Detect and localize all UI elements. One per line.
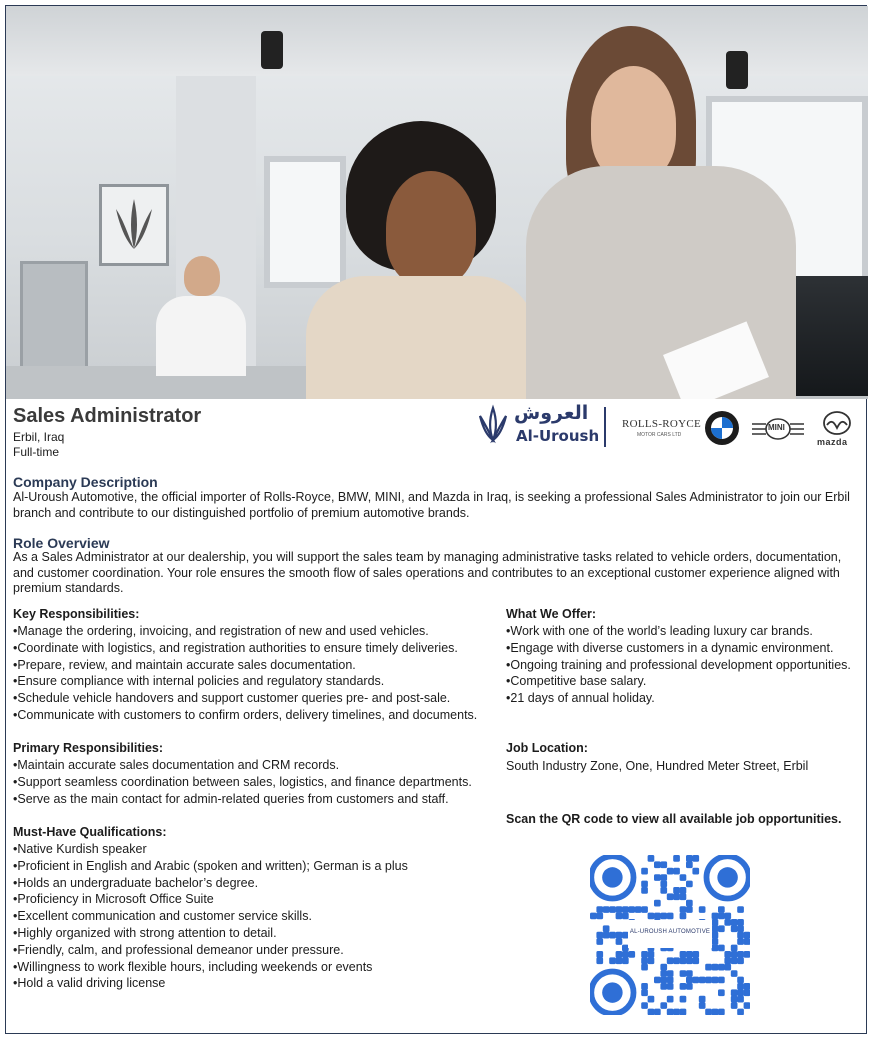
list-item: •Maintain accurate sales documentation and CRM records. — [13, 758, 340, 772]
qr-module — [660, 887, 667, 894]
qr-module — [596, 938, 603, 945]
qr-module — [603, 925, 610, 932]
qr-module — [680, 913, 687, 920]
list-item: •Manage the ordering, invoicing, and registration of new and used vehicles. — [13, 624, 429, 638]
qr-module — [737, 919, 744, 926]
qr-module — [596, 957, 603, 964]
qr-module — [692, 951, 699, 958]
company-description-text: Al-Uroush Automotive, the official importer of Rolls-Royce, BMW, MINI, and Mazda in Iraq, is seeking a professional Sales Administrator to join our Erbil branch and contribute to our distinguished portfolio of premium automotive brands. — [13, 490, 850, 520]
key-responsibilities-list — [13, 623, 477, 724]
qr-module — [692, 855, 699, 862]
qr-finder-dot — [717, 867, 737, 887]
offer-heading: What We Offer: — [506, 607, 597, 621]
qr-module — [667, 996, 674, 1003]
qr-module — [616, 906, 623, 913]
list-item: •Native Kurdish speaker — [13, 842, 147, 856]
qr-module — [712, 919, 719, 926]
list-item: •Serve as the main contact for admin-related queries from customers and staff. — [13, 791, 449, 806]
qr-module — [654, 977, 661, 984]
qr-module — [680, 906, 687, 913]
qr-module — [744, 983, 750, 990]
list-item: •Friendly, calm, and professional demeanor under pressure. — [13, 942, 344, 957]
standing-woman-face — [591, 66, 676, 181]
qr-module — [667, 983, 674, 990]
list-item: •Competitive base salary. — [506, 674, 647, 689]
qr-module — [692, 957, 699, 964]
qr-module — [648, 913, 655, 920]
qr-module — [622, 906, 629, 913]
qr-module — [680, 1009, 687, 1015]
qr-module — [737, 932, 744, 939]
qr-module — [724, 964, 731, 971]
qr-module — [641, 906, 648, 913]
qr-module — [667, 913, 674, 920]
qr-module — [737, 1009, 744, 1015]
qr-module — [712, 964, 719, 971]
qr-module — [718, 1009, 725, 1015]
list-item: •Willingness to work flexible hours, including weekends or events — [13, 959, 373, 974]
qr-module — [731, 996, 738, 1003]
primary-responsibilities-heading: Primary Responsibilities: — [13, 741, 164, 755]
company-arabic-name: العروش — [514, 402, 589, 424]
qr-module — [712, 938, 719, 945]
qr-module — [596, 906, 603, 913]
qr-module — [660, 874, 667, 881]
qr-module — [680, 951, 687, 958]
list-item: •Support seamless coordination between sales, logistics, and finance departments. — [13, 774, 472, 789]
offer-list — [506, 623, 851, 707]
qr-module — [699, 1002, 706, 1009]
logo-divider — [604, 407, 606, 447]
qr-module — [648, 957, 655, 964]
qr-module — [712, 913, 719, 920]
list-item: •Holds an undergraduate bachelor’s degree. — [13, 875, 259, 890]
qr-module — [731, 919, 738, 926]
qr-module — [686, 951, 693, 958]
qr-module — [680, 887, 687, 894]
background-person-head — [184, 256, 220, 296]
qr-module — [718, 906, 725, 913]
seated-woman-blazer — [306, 276, 536, 399]
qr-module — [686, 957, 693, 964]
qr-module — [718, 977, 725, 984]
qr-module — [737, 996, 744, 1003]
qr-module — [667, 893, 674, 900]
list-item: •Coordinate with logistics, and registration authorities to ensure timely deliveries. — [13, 640, 458, 655]
qr-module — [724, 919, 731, 926]
list-item: •21 days of annual holiday. — [506, 691, 655, 706]
qr-module — [660, 913, 667, 920]
qr-module — [622, 957, 629, 964]
key-responsibilities-heading: Key Responsibilities: — [13, 607, 140, 621]
qr-module — [673, 887, 680, 894]
qr-module — [596, 913, 603, 920]
qr-module — [641, 964, 648, 971]
qr-module — [744, 1002, 750, 1009]
qr-module — [673, 893, 680, 900]
qr-module — [737, 983, 744, 990]
qr-module — [737, 989, 744, 996]
qr-module — [718, 925, 725, 932]
qr-module — [616, 957, 623, 964]
qr-module — [737, 925, 744, 932]
qr-module — [660, 983, 667, 990]
qr-module — [648, 996, 655, 1003]
qr-module — [660, 881, 667, 888]
qr-module — [712, 977, 719, 984]
qr-module — [731, 989, 738, 996]
qr-module — [673, 1009, 680, 1015]
ceiling-lamp — [726, 51, 748, 89]
qr-module — [641, 989, 648, 996]
qr-module — [731, 970, 738, 977]
qr-module — [641, 868, 648, 875]
qr-module — [686, 881, 693, 888]
qr-module — [628, 906, 635, 913]
job-location-heading: Job Location: — [506, 741, 588, 755]
qr-module — [724, 913, 731, 920]
list-item: •Schedule vehicle handovers and support customer queries pre- and post-sale. — [13, 691, 451, 706]
hero-photo — [6, 6, 868, 399]
qr-module — [654, 1009, 661, 1015]
qr-module — [641, 983, 648, 990]
mazda-logo-text: mazda — [817, 437, 848, 447]
qr-module — [718, 945, 725, 952]
mini-logo-text: MINI — [768, 423, 785, 432]
qr-module — [609, 906, 616, 913]
qr-module — [686, 983, 693, 990]
qr-module — [667, 977, 674, 984]
qr-module — [692, 977, 699, 984]
rolls-royce-sub: MOTOR CARS LTD — [637, 432, 682, 438]
qr-module — [673, 868, 680, 875]
qr-module — [635, 906, 642, 913]
qr-module — [724, 957, 731, 964]
qr-module — [660, 977, 667, 984]
qr-module — [731, 945, 738, 952]
qr-module — [660, 970, 667, 977]
qr-module — [686, 970, 693, 977]
qr-module — [603, 906, 610, 913]
qr-finder-dot — [602, 982, 622, 1002]
job-type: Full-time — [13, 445, 60, 459]
qr-module — [616, 951, 623, 958]
qr-module — [616, 932, 623, 939]
qr-module — [641, 887, 648, 894]
qr-module — [648, 855, 655, 862]
qr-module — [686, 977, 693, 984]
qr-module — [731, 951, 738, 958]
qr-module — [718, 913, 725, 920]
qr-module — [616, 913, 623, 920]
qr-module — [609, 932, 616, 939]
qr-module — [641, 1002, 648, 1009]
qr-module — [705, 977, 712, 984]
qr-module — [673, 855, 680, 862]
primary-responsibilities-list — [13, 757, 472, 807]
company-latin-name: Al-Uroush — [516, 427, 600, 445]
qr-module — [680, 874, 687, 881]
job-location: Erbil, Iraq — [13, 430, 65, 444]
bookshelf — [20, 261, 88, 377]
qr-module — [731, 925, 738, 932]
qr-center-label: AL-UROUSH AUTOMOTIVE — [629, 929, 711, 935]
qr-module — [680, 983, 687, 990]
qr-module — [699, 996, 706, 1003]
qr-module — [667, 970, 674, 977]
qr-module — [705, 1009, 712, 1015]
list-item: •Communicate with customers to confirm orders, delivery timelines, and documents. — [13, 707, 478, 722]
role-overview-text: As a Sales Administrator at our dealership, you will support the sales team by managing administrative tasks related to vehicle orders, documentation, and customer coordination. Your role ensures the smooth flow of sales operations and contributes to an exceptional customer experience aligned with premium standards. — [13, 550, 842, 595]
qr-module — [648, 1009, 655, 1015]
qr-module — [686, 906, 693, 913]
qr-module — [737, 957, 744, 964]
brand-logos — [474, 404, 864, 452]
qr-module — [712, 925, 719, 932]
qr-module — [686, 900, 693, 907]
qr-module — [712, 945, 719, 952]
list-item: •Prepare, review, and maintain accurate sales documentation. — [13, 657, 356, 672]
qr-module — [712, 932, 719, 939]
qr-module — [673, 957, 680, 964]
wall-logo-art — [99, 184, 169, 266]
list-item: •Work with one of the world’s leading luxury car brands. — [506, 624, 813, 638]
rolls-royce-logo: ROLLS-ROYCE — [622, 418, 702, 430]
qr-caption: Scan the QR code to view all available job opportunities. — [506, 812, 842, 826]
company-description-heading: Company Description — [13, 474, 158, 490]
qr-module — [660, 861, 667, 868]
list-item: •Proficient in English and Arabic (spoken and written); German is a plus — [13, 858, 408, 873]
qr-module — [692, 868, 699, 875]
list-item: •Excellent communication and customer service skills. — [13, 909, 312, 924]
qr-module — [654, 861, 661, 868]
qr-module — [616, 938, 623, 945]
qr-module — [680, 996, 687, 1003]
role-overview-heading: Role Overview — [13, 535, 110, 551]
qr-module — [744, 932, 750, 939]
window — [264, 156, 346, 288]
qr-module — [686, 855, 693, 862]
qr-module — [724, 951, 731, 958]
qr-module — [718, 964, 725, 971]
qr-module — [667, 1009, 674, 1015]
bmw-logo-icon — [704, 410, 740, 446]
background-person-body — [156, 296, 246, 376]
qr-module — [660, 964, 667, 971]
mazda-logo-icon — [822, 410, 852, 436]
qr-module — [667, 957, 674, 964]
qualifications-list — [13, 841, 408, 992]
qr-module — [641, 951, 648, 958]
qr-module — [654, 900, 661, 907]
list-item: •Ongoing training and professional development opportunities. — [506, 657, 851, 672]
qr-module — [609, 957, 616, 964]
qr-module — [705, 964, 712, 971]
qr-module — [680, 970, 687, 977]
qr-module — [622, 951, 629, 958]
seated-woman-face — [386, 171, 476, 286]
qr-module — [628, 951, 635, 958]
ceiling-lamp — [261, 31, 283, 69]
qr-module — [699, 906, 706, 913]
qr-module — [680, 957, 687, 964]
qr-module — [641, 881, 648, 888]
qr-module — [712, 1009, 719, 1015]
qr-module — [744, 989, 750, 996]
qr-module — [737, 906, 744, 913]
qr-module — [603, 932, 610, 939]
qr-module — [744, 951, 750, 958]
job-location-text: South Industry Zone, One, Hundred Meter Street, Erbil — [506, 759, 809, 773]
qr-module — [654, 874, 661, 881]
qr-module — [737, 938, 744, 945]
qr-module — [744, 938, 750, 945]
qr-module — [596, 932, 603, 939]
qr-module — [648, 951, 655, 958]
list-item: •Engage with diverse customers in a dynamic environment. — [506, 640, 834, 655]
qr-module — [686, 861, 693, 868]
qr-module — [718, 989, 725, 996]
qr-module — [699, 977, 706, 984]
qr-module — [680, 893, 687, 900]
qr-module — [731, 957, 738, 964]
job-title: Sales Administrator — [13, 405, 202, 427]
list-item: •Hold a valid driving license — [13, 976, 166, 991]
list-item: •Ensure compliance with internal policies and regulatory standards. — [13, 674, 385, 689]
qr-finder-dot — [602, 867, 622, 887]
qr-module — [731, 1002, 738, 1009]
qr-module — [737, 977, 744, 984]
qualifications-heading: Must-Have Qualifications: — [13, 825, 167, 839]
list-item: •Proficiency in Microsoft Office Suite — [13, 892, 214, 907]
qr-module — [641, 957, 648, 964]
qr-module — [590, 913, 597, 920]
qr-module — [667, 868, 674, 875]
list-item: •Highly organized with strong attention to detail. — [13, 925, 277, 940]
qr-module — [654, 913, 661, 920]
qr-module — [737, 951, 744, 958]
qr-module — [660, 1002, 667, 1009]
qr-center-logo — [628, 920, 712, 948]
qr-module — [596, 951, 603, 958]
qr-module — [622, 913, 629, 920]
al-uroush-emblem-icon — [476, 404, 510, 444]
